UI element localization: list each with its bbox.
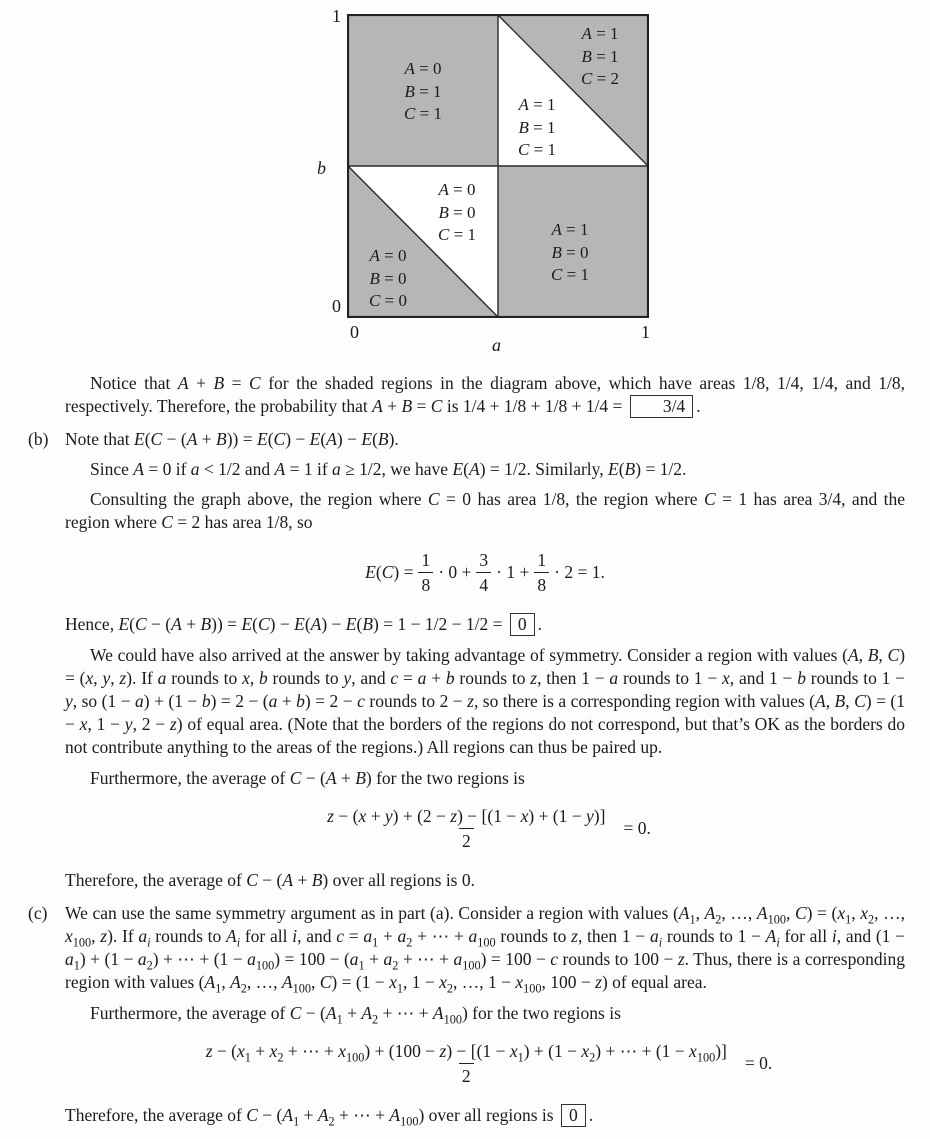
region-line: C = 1 bbox=[518, 140, 556, 159]
part-c-paragraph bbox=[65, 902, 905, 994]
therefore-b-text: Therefore, the average of C − (A + B) over all regions is 0. bbox=[65, 870, 475, 890]
numerator: $z - (x_1 + x_2$ + ⋯ + $x_{100}) + (100 - z) - [(1 - x_1) + (1 - x_2)$ + ⋯ + $(1 - x_{100})$] bbox=[205, 1041, 727, 1065]
fraction-1-8b bbox=[534, 548, 549, 597]
denominator: 8 bbox=[534, 572, 549, 597]
part-b-label: (b) bbox=[28, 429, 49, 449]
fraction-1-8 bbox=[418, 548, 433, 597]
big-fraction-c bbox=[203, 1039, 730, 1088]
part-b bbox=[28, 428, 905, 451]
paragraph-furthermore-c bbox=[65, 1002, 905, 1025]
region-label-top-right-shaded bbox=[581, 23, 619, 91]
denominator: 2 bbox=[459, 828, 474, 853]
paragraph-notice bbox=[65, 372, 905, 418]
furthermore-b-text: Furthermore, the average of C − (A + B) for the two regions is bbox=[90, 768, 525, 788]
big-fraction-b bbox=[324, 804, 608, 853]
numerator: 1 bbox=[421, 550, 431, 570]
numerator: 3 bbox=[479, 550, 489, 570]
notice-text: Notice that A + B = C for the shaded regions in the diagram above, which have areas 1/8, 1/4, 1/4, and 1/8, respectively. Therefore, the probability that A + B = C is 1/4 + 1/8 + 1/8 + 1/4 = bbox=[65, 373, 906, 416]
denominator: 8 bbox=[418, 572, 433, 597]
paragraph-consulting bbox=[65, 488, 905, 534]
symmetry-text: We could have also arrived at the answer by taking advantage of symmetry. Consider a region with values (A, B, C) = (x, y, z). If a rounds to x, b rounds to y, and c = a + b rounds to z, then 1 − a rounds to 1 − x, and 1 − b rounds to 1 − y, so (1 − a) + (1 − b) = 2 − (a + b) = 2 − c rounds to 2 − z, so there is a corresponding region with values (A, B, C) = (1 − x, 1 − y, 2 − z) of equal area. (Note that the borders of the regions do not correspond, but that’s OK as the borders do not contribute anything to the areas of the regions.) All regions can thus be paired up. bbox=[65, 645, 906, 757]
boxed-answer-zero-c: 0 bbox=[561, 1104, 586, 1127]
part-c bbox=[28, 902, 906, 996]
equation-average-b bbox=[65, 804, 905, 853]
region-line: A = 0 bbox=[438, 180, 476, 199]
region-line: B = 0 bbox=[438, 202, 476, 222]
part-b-text: Note that E(C − (A + B)) = E(C) − E(A) − E(B). bbox=[65, 429, 399, 449]
region-label-top-left bbox=[404, 58, 442, 126]
region-line: C = 1 bbox=[404, 104, 442, 123]
region-line: A = 1 bbox=[551, 220, 589, 239]
hence-text: Hence, E(C − (A + B)) = E(C) − E(A) − E(B) = 1 − 1/2 − 1/2 = bbox=[65, 614, 507, 634]
therefore-c-period: . bbox=[588, 1105, 594, 1125]
eq-ec-pre: E(C) = bbox=[365, 562, 414, 582]
region-label-bottom-left-white bbox=[438, 179, 476, 247]
region-line: A = 1 bbox=[581, 24, 619, 43]
paragraph-since bbox=[65, 458, 905, 481]
figure-rounding-diagram bbox=[0, 0, 930, 362]
region-line: A = 0 bbox=[404, 59, 442, 78]
hence-period: . bbox=[537, 614, 542, 634]
region-label-bottom-right bbox=[551, 219, 589, 287]
furthermore-c-text: Furthermore, the average of $C - (A_1 + A_2$ + ⋯ + $A_{100}$) for the two regions is bbox=[90, 1003, 621, 1027]
region-label-bottom-left-shaded bbox=[369, 245, 407, 313]
region-line: C = 0 bbox=[369, 291, 407, 310]
equals-zero: = 0. bbox=[744, 1053, 773, 1073]
y-axis-tick-0: 0 bbox=[332, 296, 341, 316]
denominator: 2 bbox=[459, 1063, 474, 1088]
numerator: z − (x + y) + (2 − z) − [(1 − x) + (1 − y)] bbox=[327, 806, 606, 826]
paragraph-therefore-c bbox=[65, 1104, 905, 1127]
region-line: B = 0 bbox=[551, 242, 589, 262]
solution-text bbox=[28, 372, 906, 1129]
fraction-3-4 bbox=[476, 548, 491, 597]
y-axis-tick-1: 1 bbox=[332, 6, 341, 26]
consulting-text: Consulting the graph above, the region where C = 0 has area 1/8, the region where C = 1 has area 3/4, and the region where C = 2 has area 1/8, so bbox=[65, 489, 905, 532]
region-line: C = 1 bbox=[551, 265, 589, 284]
numerator: 1 bbox=[537, 550, 547, 570]
region-line: B = 1 bbox=[518, 117, 556, 137]
boxed-answer-zero-b: 0 bbox=[510, 613, 535, 636]
part-c-label: (c) bbox=[28, 903, 48, 923]
notice-period: . bbox=[696, 396, 701, 416]
region-line: C = 2 bbox=[581, 69, 619, 88]
since-text: Since A = 0 if a < 1/2 and A = 1 if a ≥ 1/2, we have E(A) = 1/2. Similarly, E(B) = 1/2. bbox=[90, 459, 687, 479]
paragraph-symmetry bbox=[65, 644, 905, 759]
region-line: C = 1 bbox=[438, 225, 476, 244]
region-line: A = 0 bbox=[369, 246, 407, 265]
paragraph-furthermore-b bbox=[65, 767, 905, 790]
paragraph-hence bbox=[65, 613, 905, 636]
region-line: B = 1 bbox=[404, 81, 442, 101]
region-line: B = 1 bbox=[581, 46, 619, 66]
part-c-text: We can use the same symmetry argument as in part (a). Consider a region with values ($A_1$, $A_2$, …, $A_{100}$, $C) = (x_1$, $x_2$, …, $x_{100}$, z). If $a_i$ rounds to $A_i$ for all i, and $c = a_1 + a_2$ + ⋯ + $a_{100}$ rounds to z, then $1 - a_i$ rounds to $1 - A_i$ for all i, and $(1 - a_1) + (1 - a_2)$ + ⋯ + $(1 - a_{100}) = 100 - (a_1 + a_2$ + ⋯ + $a_{100}) = 100 - c$ rounds to 100 − z. Thus, there is a corresponding region with values ($A_1$, $A_2$, …, $A_{100}$, $C) = (1 - x_1$, $1 - x_2$, …, $1 - x_{100}$, 100 − z) of equal area. bbox=[65, 903, 906, 996]
boxed-answer-probability: 3/4 bbox=[630, 395, 693, 418]
denominator: 4 bbox=[476, 572, 491, 597]
unit-square-plot bbox=[347, 14, 649, 318]
equation-average-c bbox=[65, 1039, 905, 1088]
region-label-top-right-white bbox=[518, 94, 556, 162]
eq-ec-mid2: · 1 + bbox=[496, 562, 530, 582]
region-line: B = 0 bbox=[369, 268, 407, 288]
region-line: A = 1 bbox=[518, 95, 556, 114]
therefore-c-text: Therefore, the average of $C - (A_1 + A_2$ + ⋯ + $A_{100}$) over all regions is bbox=[65, 1105, 558, 1129]
part-b-paragraph bbox=[65, 428, 905, 451]
eq-ec-post: · 2 = 1. bbox=[554, 562, 605, 582]
y-axis-label: b bbox=[317, 158, 326, 178]
x-axis-tick-1: 1 bbox=[641, 322, 650, 342]
paragraph-therefore-b bbox=[65, 869, 905, 892]
x-axis-tick-0: 0 bbox=[350, 322, 359, 342]
equation-expected-value bbox=[65, 548, 905, 597]
equals-zero: = 0. bbox=[623, 818, 651, 838]
x-axis-label: a bbox=[492, 335, 501, 355]
eq-ec-mid1: · 0 + bbox=[438, 562, 472, 582]
